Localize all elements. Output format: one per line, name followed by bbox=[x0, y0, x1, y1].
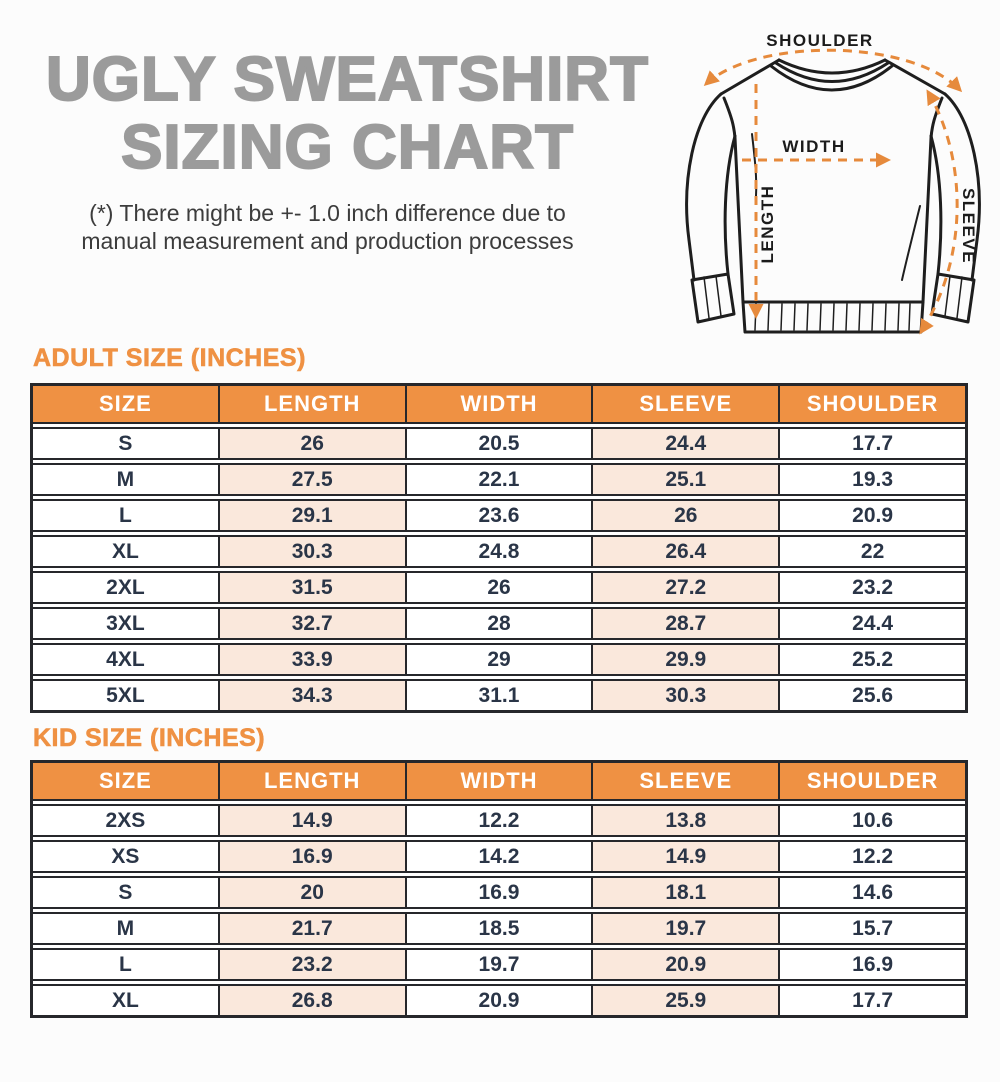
value-cell: 17.7 bbox=[778, 986, 965, 1015]
table-row bbox=[33, 571, 965, 604]
disclaimer-line1: (*) There might be +- 1.0 inch difference due to bbox=[89, 200, 566, 226]
value-cell: 20 bbox=[218, 878, 405, 907]
value-cell: 25.9 bbox=[591, 986, 778, 1015]
width-label: WIDTH bbox=[782, 137, 846, 156]
size-cell: XS bbox=[111, 844, 140, 868]
value-cell: 30.3 bbox=[218, 537, 405, 566]
value-cell: 16.9 bbox=[405, 878, 592, 907]
value-cell: 26 bbox=[405, 573, 592, 602]
value-cell: 23.2 bbox=[218, 950, 405, 979]
disclaimer-line2: manual measurement and production processes bbox=[81, 227, 574, 254]
adult-size-table bbox=[30, 383, 968, 713]
column-header-width: WIDTH bbox=[405, 763, 592, 799]
value-cell: 27.2 bbox=[591, 573, 778, 602]
shoulder-label: SHOULDER bbox=[766, 31, 874, 50]
value-cell: 29.9 bbox=[591, 645, 778, 674]
sleeve-label: SLEEVE bbox=[959, 187, 978, 265]
column-header-shoulder: SHOULDER bbox=[778, 763, 965, 799]
value-cell: 26.4 bbox=[591, 537, 778, 566]
value-cell: 26 bbox=[591, 501, 778, 530]
value-cell: 24.4 bbox=[778, 609, 965, 638]
table-row bbox=[33, 948, 965, 981]
value-cell: 13.8 bbox=[591, 806, 778, 835]
column-header-sleeve: SLEEVE bbox=[591, 386, 778, 422]
page-title-line1: UGLY SWEATSHIRT bbox=[46, 45, 649, 114]
value-cell: 21.7 bbox=[218, 914, 405, 943]
size-cell: L bbox=[118, 503, 132, 527]
value-cell: 17.7 bbox=[778, 429, 965, 458]
value-cell: 20.9 bbox=[405, 986, 592, 1015]
value-cell: 24.4 bbox=[591, 429, 778, 458]
size-cell: L bbox=[118, 952, 132, 976]
value-cell: 24.8 bbox=[405, 537, 592, 566]
measurement-arrows bbox=[706, 50, 960, 332]
column-header-length: LENGTH bbox=[218, 386, 405, 422]
value-cell: 20.9 bbox=[778, 501, 965, 530]
value-cell: 28 bbox=[405, 609, 592, 638]
size-cell: XL bbox=[111, 988, 139, 1012]
size-cell: XL bbox=[111, 539, 139, 563]
table-row bbox=[33, 643, 965, 676]
adult-size-heading: ADULT SIZE (INCHES) bbox=[33, 344, 306, 372]
sweatshirt-outline-icon bbox=[687, 60, 980, 332]
size-cell: 5XL bbox=[106, 683, 145, 707]
table-row bbox=[33, 984, 965, 1015]
value-cell: 12.2 bbox=[778, 842, 965, 871]
value-cell: 25.2 bbox=[778, 645, 965, 674]
table-row bbox=[33, 876, 965, 909]
kid-size-table bbox=[30, 760, 968, 1018]
table-row bbox=[33, 804, 965, 837]
size-cell: M bbox=[116, 916, 135, 940]
column-header-width: WIDTH bbox=[405, 386, 592, 422]
size-cell: 2XS bbox=[105, 808, 146, 832]
value-cell: 20.5 bbox=[405, 429, 592, 458]
size-cell: 2XL bbox=[106, 575, 145, 599]
value-cell: 22 bbox=[778, 537, 965, 566]
value-cell: 29.1 bbox=[218, 501, 405, 530]
shoulder-arrow-icon bbox=[706, 50, 960, 90]
value-cell: 29 bbox=[405, 645, 592, 674]
page-title-line2: SIZING CHART bbox=[121, 113, 574, 183]
length-label: LENGTH bbox=[758, 184, 777, 264]
kid-size-heading: KID SIZE (INCHES) bbox=[33, 724, 266, 752]
table-row bbox=[33, 679, 965, 710]
value-cell: 23.2 bbox=[778, 573, 965, 602]
table-row bbox=[33, 912, 965, 945]
value-cell: 30.3 bbox=[591, 681, 778, 710]
value-cell: 25.1 bbox=[591, 465, 778, 494]
value-cell: 12.2 bbox=[405, 806, 592, 835]
value-cell: 31.1 bbox=[405, 681, 592, 710]
size-cell: 3XL bbox=[106, 611, 145, 635]
page-title bbox=[20, 46, 675, 182]
value-cell: 19.3 bbox=[778, 465, 965, 494]
value-cell: 18.5 bbox=[405, 914, 592, 943]
value-cell: 22.1 bbox=[405, 465, 592, 494]
value-cell: 26 bbox=[218, 429, 405, 458]
value-cell: 27.5 bbox=[218, 465, 405, 494]
table-row bbox=[33, 535, 965, 568]
table-header-row bbox=[33, 763, 965, 801]
value-cell: 18.1 bbox=[591, 878, 778, 907]
size-cell: M bbox=[116, 467, 135, 491]
value-cell: 34.3 bbox=[218, 681, 405, 710]
column-header-length: LENGTH bbox=[218, 763, 405, 799]
value-cell: 25.6 bbox=[778, 681, 965, 710]
table-row bbox=[33, 499, 965, 532]
value-cell: 26.8 bbox=[218, 986, 405, 1015]
value-cell: 28.7 bbox=[591, 609, 778, 638]
value-cell: 16.9 bbox=[218, 842, 405, 871]
value-cell: 23.6 bbox=[405, 501, 592, 530]
value-cell: 14.9 bbox=[218, 806, 405, 835]
table-header-row bbox=[33, 386, 965, 424]
table-row bbox=[33, 607, 965, 640]
value-cell: 10.6 bbox=[778, 806, 965, 835]
column-header-size: SIZE bbox=[33, 763, 218, 799]
column-header-shoulder: SHOULDER bbox=[778, 386, 965, 422]
value-cell: 15.7 bbox=[778, 914, 965, 943]
column-header-size: SIZE bbox=[33, 386, 218, 422]
value-cell: 16.9 bbox=[778, 950, 965, 979]
sweatshirt-measurement-diagram bbox=[668, 14, 998, 349]
sweatshirt-diagram-icon bbox=[668, 14, 998, 349]
table-row bbox=[33, 840, 965, 873]
table-row bbox=[33, 463, 965, 496]
value-cell: 32.7 bbox=[218, 609, 405, 638]
size-cell: S bbox=[118, 431, 133, 455]
column-header-sleeve: SLEEVE bbox=[591, 763, 778, 799]
value-cell: 19.7 bbox=[591, 914, 778, 943]
disclaimer-note bbox=[5, 200, 650, 255]
value-cell: 33.9 bbox=[218, 645, 405, 674]
value-cell: 14.2 bbox=[405, 842, 592, 871]
size-cell: 4XL bbox=[106, 647, 145, 671]
value-cell: 31.5 bbox=[218, 573, 405, 602]
value-cell: 19.7 bbox=[405, 950, 592, 979]
value-cell: 14.6 bbox=[778, 878, 965, 907]
value-cell: 20.9 bbox=[591, 950, 778, 979]
size-cell: S bbox=[118, 880, 133, 904]
value-cell: 14.9 bbox=[591, 842, 778, 871]
table-row bbox=[33, 427, 965, 460]
